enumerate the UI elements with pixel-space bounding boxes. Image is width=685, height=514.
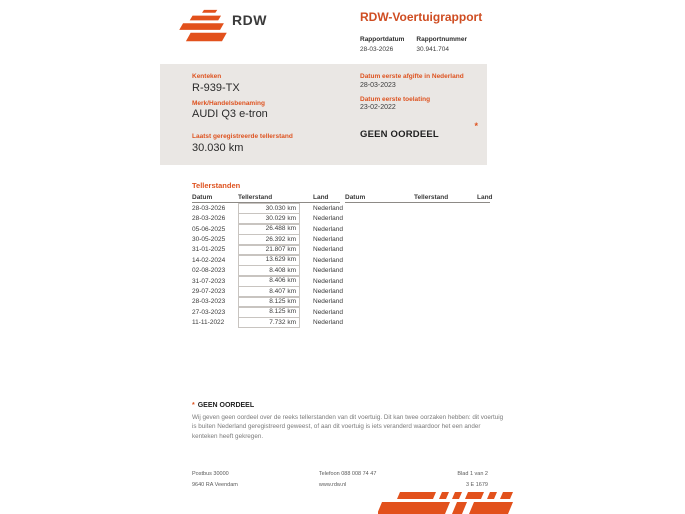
oordeel-value: GEEN OORDEEL: [360, 129, 439, 140]
footer-form-code: 3 E 1679: [465, 481, 488, 488]
cell-datum: 05-06-2025: [192, 225, 226, 233]
tellerstanden-section: [192, 192, 493, 328]
kenteken-label: Kenteken: [192, 73, 222, 80]
table-header-row: [192, 192, 340, 203]
rdw-stripes-graphic: [378, 492, 513, 514]
report-number-value: 30.941.704: [416, 45, 449, 53]
cell-datum: 11-11-2022: [192, 319, 225, 327]
cell-land: Nederland: [313, 256, 343, 264]
oordeel-row: [360, 121, 478, 142]
page-footer: [192, 471, 488, 492]
footnote-body: Wij geven geen oordeel over de reeks tellerstanden van dit voertuig. Dit kan twee oorzaken hebben: dit voertuig is buiten Nederland geregistreerd geweest, of aan dit voertuig is iets veranderd waardoor het een ander kenteken heeft gekregen.: [192, 413, 504, 440]
table-row: [192, 203, 343, 213]
eerste-toelating-value: 23-02-2022: [360, 104, 396, 111]
footnote-title: GEEN OORDEEL: [197, 402, 255, 409]
table-row: [192, 317, 343, 327]
cell-tellerstand: 8.406 km: [238, 276, 300, 287]
document-title: RDW-Voertuigrapport: [360, 10, 483, 24]
cell-tellerstand: 8.125 km: [238, 307, 300, 318]
report-date-value: 28-03-2026: [360, 45, 394, 53]
table-row: [192, 307, 343, 317]
logo-text: RDW: [232, 12, 267, 28]
table-row: [192, 224, 343, 234]
cell-land: Nederland: [313, 319, 343, 327]
oordeel-asterisk: *: [474, 121, 478, 131]
cell-tellerstand: 30.030 km: [238, 203, 300, 214]
summary-right-column: [360, 73, 478, 142]
cell-tellerstand: 30.029 km: [238, 213, 300, 224]
report-number-block: [416, 36, 467, 53]
cell-land: Nederland: [313, 277, 343, 285]
footer-address-line-1: Postbus 30000: [192, 471, 229, 477]
footer-contact: [319, 471, 377, 492]
cell-datum: 30-05-2025: [192, 236, 226, 244]
footer-website: www.rdw.nl: [318, 481, 347, 488]
cell-tellerstand: 7.732 km: [238, 317, 300, 328]
cell-tellerstand: 13.629 km: [238, 255, 300, 266]
cell-datum: 31-01-2025: [192, 246, 226, 254]
table-row: [192, 234, 343, 244]
tellerstanden-table-right: [345, 192, 493, 328]
cell-land: Nederland: [313, 236, 343, 244]
footer-phone: Telefoon 088 008 74 47: [318, 471, 377, 477]
cell-tellerstand: 26.392 km: [238, 234, 300, 245]
cell-land: Nederland: [313, 308, 343, 316]
footer-page-indicator: Blad 1 van 2: [457, 471, 488, 477]
vehicle-summary-box: [160, 64, 487, 165]
cell-datum: 28-03-2023: [192, 298, 226, 306]
header-tellerstand: Tellerstand: [238, 193, 273, 201]
table-header-row: [345, 192, 493, 203]
header-datum: Datum: [345, 193, 366, 201]
kenteken-value: R-939-TX: [192, 81, 240, 94]
tellerstanden-title: Tellerstanden: [192, 181, 241, 190]
table-row: [192, 245, 343, 255]
laatste-tellerstand-label: Laatst geregistreerde tellerstand: [192, 133, 293, 140]
table-row: [192, 286, 343, 296]
table-row: [192, 213, 343, 223]
cell-land: Nederland: [313, 204, 343, 212]
cell-datum: 31-07-2023: [192, 277, 226, 285]
laatste-tellerstand-value: 30.030 km: [192, 141, 244, 154]
footer-address: [192, 471, 238, 492]
cell-tellerstand: 8.408 km: [238, 265, 300, 276]
summary-left-column: [192, 73, 293, 160]
cell-tellerstand: 8.407 km: [238, 286, 300, 297]
eerste-afgifte-value: 28-03-2023: [360, 81, 396, 89]
footer-address-line-2: 9640 RA Veendam: [192, 481, 238, 488]
rdw-logo-icon: [177, 8, 229, 51]
tellerstanden-table-left: [192, 192, 343, 328]
merk-value: AUDI Q3 e-tron: [192, 108, 268, 120]
header-land: Land: [477, 193, 493, 201]
cell-land: Nederland: [313, 246, 343, 254]
eerste-afgifte-label: Datum eerste afgifte in Nederland: [360, 73, 464, 80]
footer-page-info: [457, 471, 488, 492]
cell-datum: 02-08-2023: [192, 267, 226, 275]
header-datum: Datum: [192, 193, 213, 201]
cell-land: Nederland: [313, 225, 343, 233]
tellerstanden-rows: [192, 203, 343, 328]
report-date-block: [360, 36, 404, 53]
cell-land: Nederland: [313, 298, 343, 306]
table-row: [192, 255, 343, 265]
report-number-label: Rapportnummer: [416, 36, 467, 43]
footnote-asterisk: *: [192, 402, 195, 409]
report-date-label: Rapportdatum: [360, 36, 405, 43]
cell-datum: 28-03-2026: [192, 215, 226, 223]
cell-datum: 29-07-2023: [192, 288, 226, 296]
table-row: [192, 265, 343, 275]
footnote-title-row: [192, 402, 506, 409]
header-land: Land: [313, 193, 329, 201]
cell-datum: 28-03-2026: [192, 204, 226, 212]
cell-tellerstand: 8.125 km: [238, 297, 300, 308]
cell-land: Nederland: [313, 215, 343, 223]
cell-land: Nederland: [313, 288, 343, 296]
footnote: [192, 402, 506, 442]
cell-tellerstand: 21.807 km: [238, 245, 300, 256]
header-tellerstand: Tellerstand: [414, 193, 449, 201]
table-row: [192, 276, 343, 286]
table-row: [192, 297, 343, 307]
cell-datum: 14-02-2024: [192, 256, 226, 264]
report-meta: [360, 36, 467, 53]
rdw-logo: [177, 8, 267, 51]
cell-tellerstand: 26.488 km: [238, 224, 300, 235]
merk-label: Merk/Handelsbenaming: [192, 99, 265, 107]
eerste-toelating-label: Datum eerste toelating: [360, 95, 431, 103]
cell-land: Nederland: [313, 267, 343, 275]
cell-datum: 27-03-2023: [192, 308, 226, 316]
